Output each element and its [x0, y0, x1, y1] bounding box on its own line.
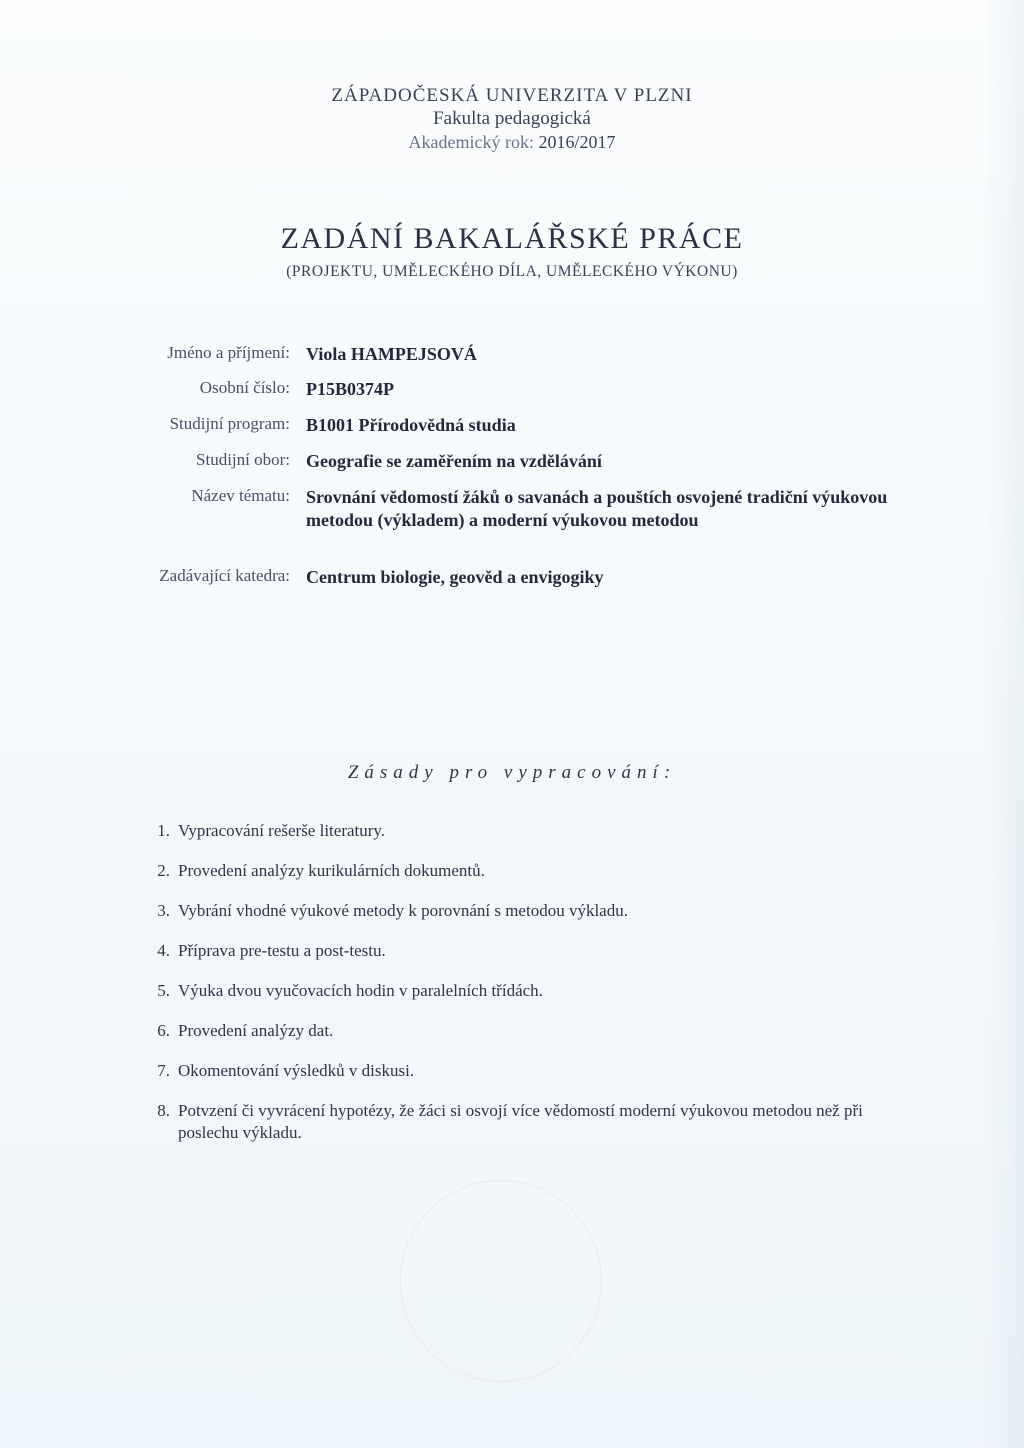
academic-year-value: 2016/2017: [538, 132, 616, 152]
field-name-label: Jméno a příjmení:: [167, 343, 290, 362]
field-department-label: Zadávající katedra:: [159, 566, 290, 585]
principle-number: 2.: [157, 861, 170, 880]
principle-text: Okomentování výsledků v diskusi.: [178, 1061, 415, 1080]
principle-text: Výuka dvou vyučovacích hodin v paralelních třídách.: [178, 981, 543, 1000]
principle-text: Potvzení či vyvrácení hypotézy, že žáci si osvojí více vědomostí moderní výukovou metodou než při poslechu výkladu.: [178, 1101, 863, 1142]
field-personal-number-label: Osobní číslo:: [199, 378, 290, 397]
principle-text: Příprava pre-testu a post-testu.: [178, 941, 386, 960]
field-study-field-label: Studijní obor:: [196, 450, 290, 469]
principle-number: 1.: [157, 821, 170, 840]
principle-number: 4.: [157, 941, 170, 960]
principle-number: 3.: [157, 901, 170, 920]
field-study-program-label: Studijní program:: [169, 414, 290, 433]
principle-number: 8.: [157, 1101, 170, 1120]
faculty-name: Fakulta pedagogická: [433, 108, 591, 129]
principle-text: Provedení analýzy dat.: [178, 1021, 334, 1040]
field-department-value: Centrum biologie, geověd a envigogiky: [306, 567, 604, 587]
field-study-field-value: Geografie se zaměřením na vzdělávání: [306, 451, 602, 471]
academic-year-label: Akademický rok:: [408, 132, 534, 152]
principle-number: 6.: [157, 1021, 170, 1040]
principle-text: Vybrání vhodné výukové metody k porovnání s metodou výkladu.: [178, 901, 628, 920]
document-subtitle: (PROJEKTU, UMĚLECKÉHO DÍLA, UMĚLECKÉHO VÝKONU): [286, 263, 738, 280]
field-study-program-value: B1001 Přírodovědná studia: [306, 415, 516, 435]
principle-text: Vypracování rešerše literatury.: [178, 821, 386, 840]
principle-number: 5.: [157, 981, 170, 1000]
academic-year: [0, 130, 1024, 154]
field-topic-value: Srovnání vědomostí žáků o savanách a pouštích osvojené tradiční výukovou metodou (výkladem) a moderní výukovou metodou: [306, 487, 888, 530]
document-header: [0, 84, 1024, 154]
principles-heading: Zásady pro vypracování:: [347, 762, 677, 783]
field-topic-label: Název tématu:: [191, 486, 290, 505]
page-edge-shadow: [984, 0, 1024, 1448]
field-name-value: Viola HAMPEJSOVÁ: [306, 344, 477, 364]
principle-text: Provedení analýzy kurikulárních dokumentů.: [178, 861, 485, 880]
faint-stamp: [400, 1180, 602, 1382]
principle-number: 7.: [157, 1061, 170, 1080]
document-title: ZADÁNÍ BAKALÁŘSKÉ PRÁCE: [280, 222, 744, 255]
university-name: ZÁPADOČESKÁ UNIVERZITA V PLZNI: [331, 85, 693, 106]
field-personal-number-value: P15B0374P: [306, 379, 394, 399]
